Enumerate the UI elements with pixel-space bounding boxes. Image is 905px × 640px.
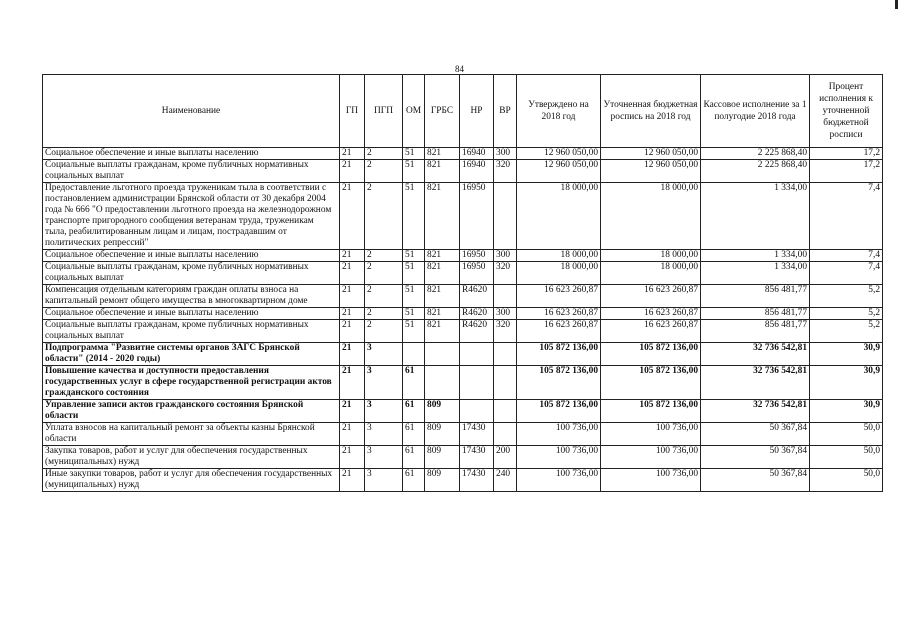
cell-name: Социальные выплаты гражданам, кроме публичных нормативных социальных выплат [43,320,340,343]
cell-approved: 18 000,00 [517,262,601,285]
cell-approved: 100 736,00 [517,469,601,492]
table-row [43,250,883,262]
cell-name: Компенсация отдельным категориям граждан оплаты взноса на капитальный ремонт общего имущества в многоквартирном доме [43,285,340,308]
cell-om: 61 [403,446,425,469]
cell-pgp: 2 [365,320,403,343]
cell-gp: 21 [340,446,365,469]
cell-gp: 21 [340,160,365,183]
cell-vr: 200 [494,446,517,469]
table-body [43,148,883,492]
cell-gp: 21 [340,366,365,400]
cell-om: 61 [403,469,425,492]
cell-vr [494,343,517,366]
cell-percent: 50,0 [810,423,883,446]
cell-cash: 2 225 868,40 [701,148,810,160]
cell-nr: R4620 [460,308,494,320]
column-header-om: ОМ [403,75,425,148]
cell-cash: 1 334,00 [701,183,810,250]
column-header-percent: Процент исполнения к уточненной бюджетной росписи [810,75,883,148]
cell-percent: 50,0 [810,446,883,469]
cell-vr [494,423,517,446]
cell-approved: 16 623 260,87 [517,320,601,343]
cell-gp: 21 [340,400,365,423]
cell-om: 51 [403,183,425,250]
cell-cash: 50 367,84 [701,423,810,446]
cell-approved: 16 623 260,87 [517,285,601,308]
table-row [43,400,883,423]
cell-refined: 18 000,00 [601,183,701,250]
cell-pgp: 3 [365,469,403,492]
cell-name: Социальное обеспечение и иные выплаты населению [43,308,340,320]
table-row [43,423,883,446]
cell-nr: 16950 [460,183,494,250]
page-number: 84 [455,64,464,74]
cell-name: Предоставление льготного проезда труженикам тыла в соответствии с постановлением администрации Брянской области от 30 декабря 2004 года № 666 "О предоставлении льготного проезда на железнодорожном транспорте пригородного сообщения ветеранам труда, труженикам тыла, реабилитированным лицам и лицам, пострадавшим от политических репрессий" [43,183,340,250]
cell-vr [494,183,517,250]
cell-om [403,343,425,366]
budget-execution-table [42,74,883,492]
cell-refined: 16 623 260,87 [601,308,701,320]
cell-refined: 12 960 050,00 [601,160,701,183]
cell-grbs: 821 [425,183,460,250]
table-row [43,343,883,366]
cell-nr: 16940 [460,160,494,183]
column-header-approved: Утверждено на 2018 год [517,75,601,148]
cell-refined: 18 000,00 [601,250,701,262]
column-header-refined: Уточненная бюджетная роспись на 2018 год [601,75,701,148]
table-row [43,469,883,492]
scan-edge-mark [895,0,898,9]
cell-nr: R4620 [460,285,494,308]
cell-vr [494,366,517,400]
cell-name: Уплата взносов на капитальный ремонт за объекты казны Брянской области [43,423,340,446]
cell-approved: 100 736,00 [517,446,601,469]
column-header-pgp: ПГП [365,75,403,148]
table-row [43,148,883,160]
column-header-gp: ГП [340,75,365,148]
cell-pgp: 2 [365,308,403,320]
cell-om: 51 [403,148,425,160]
cell-approved: 100 736,00 [517,423,601,446]
cell-grbs: 821 [425,320,460,343]
cell-gp: 21 [340,148,365,160]
cell-percent: 7,4 [810,262,883,285]
cell-cash: 856 481,77 [701,285,810,308]
cell-vr: 300 [494,308,517,320]
cell-vr: 300 [494,148,517,160]
cell-nr: R4620 [460,320,494,343]
cell-nr: 17430 [460,423,494,446]
cell-refined: 12 960 050,00 [601,148,701,160]
cell-approved: 12 960 050,00 [517,148,601,160]
cell-om: 61 [403,400,425,423]
cell-approved: 16 623 260,87 [517,308,601,320]
cell-approved: 12 960 050,00 [517,160,601,183]
cell-name: Социальные выплаты гражданам, кроме публичных нормативных социальных выплат [43,160,340,183]
cell-vr: 320 [494,320,517,343]
cell-gp: 21 [340,262,365,285]
cell-vr: 320 [494,160,517,183]
cell-refined: 100 736,00 [601,446,701,469]
cell-approved: 18 000,00 [517,183,601,250]
cell-refined: 100 736,00 [601,423,701,446]
cell-refined: 100 736,00 [601,469,701,492]
cell-refined: 16 623 260,87 [601,285,701,308]
cell-cash: 1 334,00 [701,250,810,262]
cell-nr: 17430 [460,446,494,469]
cell-pgp: 2 [365,160,403,183]
cell-percent: 17,2 [810,160,883,183]
cell-cash: 50 367,84 [701,469,810,492]
cell-name: Закупка товаров, работ и услуг для обеспечения государственных (муниципальных) нужд [43,446,340,469]
table-row [43,262,883,285]
table-row [43,160,883,183]
cell-percent: 5,2 [810,308,883,320]
cell-approved: 105 872 136,00 [517,400,601,423]
table-row [43,446,883,469]
cell-pgp: 3 [365,343,403,366]
cell-cash: 32 736 542,81 [701,343,810,366]
cell-gp: 21 [340,308,365,320]
cell-vr: 320 [494,262,517,285]
cell-grbs: 821 [425,262,460,285]
cell-name: Социальное обеспечение и иные выплаты населению [43,148,340,160]
cell-om: 51 [403,250,425,262]
cell-cash: 856 481,77 [701,320,810,343]
cell-name: Повышение качества и доступности предоставления государственных услуг в сфере государственной регистрации актов гражданского состояния [43,366,340,400]
cell-percent: 17,2 [810,148,883,160]
cell-pgp: 3 [365,446,403,469]
cell-percent: 30,9 [810,343,883,366]
cell-nr: 16950 [460,262,494,285]
cell-pgp: 3 [365,423,403,446]
table-header-row [43,75,883,148]
cell-nr [460,400,494,423]
cell-gp: 21 [340,285,365,308]
column-header-grbs: ГРБС [425,75,460,148]
cell-refined: 105 872 136,00 [601,400,701,423]
cell-gp: 21 [340,469,365,492]
cell-grbs: 821 [425,250,460,262]
cell-refined: 105 872 136,00 [601,343,701,366]
cell-om: 51 [403,262,425,285]
cell-om: 61 [403,366,425,400]
cell-pgp: 2 [365,148,403,160]
cell-percent: 5,2 [810,320,883,343]
cell-pgp: 3 [365,366,403,400]
cell-om: 51 [403,308,425,320]
table-row [43,320,883,343]
cell-approved: 105 872 136,00 [517,343,601,366]
cell-nr: 16940 [460,148,494,160]
cell-grbs: 821 [425,148,460,160]
column-header-cash: Кассовое исполнение за 1 полугодие 2018 года [701,75,810,148]
cell-cash: 856 481,77 [701,308,810,320]
cell-pgp: 2 [365,262,403,285]
table-row [43,285,883,308]
column-header-nr: НР [460,75,494,148]
cell-vr [494,285,517,308]
cell-om: 51 [403,285,425,308]
cell-name: Управление записи актов гражданского состояния Брянской области [43,400,340,423]
table-row [43,183,883,250]
cell-grbs: 821 [425,308,460,320]
cell-name: Социальное обеспечение и иные выплаты населению [43,250,340,262]
cell-gp: 21 [340,423,365,446]
cell-cash: 1 334,00 [701,262,810,285]
cell-percent: 30,9 [810,366,883,400]
cell-grbs: 821 [425,285,460,308]
cell-om: 51 [403,160,425,183]
cell-percent: 5,2 [810,285,883,308]
cell-name: Социальные выплаты гражданам, кроме публичных нормативных социальных выплат [43,262,340,285]
cell-vr: 240 [494,469,517,492]
cell-nr [460,343,494,366]
column-header-name: Наименование [43,75,340,148]
cell-pgp: 2 [365,250,403,262]
cell-percent: 50,0 [810,469,883,492]
cell-percent: 7,4 [810,183,883,250]
cell-grbs: 809 [425,469,460,492]
cell-grbs: 809 [425,446,460,469]
cell-nr: 16950 [460,250,494,262]
cell-gp: 21 [340,320,365,343]
cell-refined: 16 623 260,87 [601,320,701,343]
cell-pgp: 2 [365,285,403,308]
cell-grbs [425,343,460,366]
cell-name: Подпрограмма "Развитие системы органов ЗАГС Брянской области" (2014 - 2020 годы) [43,343,340,366]
cell-pgp: 3 [365,400,403,423]
table-row [43,308,883,320]
cell-percent: 7,4 [810,250,883,262]
cell-grbs [425,366,460,400]
cell-nr [460,366,494,400]
cell-nr: 17430 [460,469,494,492]
cell-gp: 21 [340,343,365,366]
column-header-vr: ВР [494,75,517,148]
cell-vr: 300 [494,250,517,262]
cell-approved: 18 000,00 [517,250,601,262]
cell-grbs: 821 [425,160,460,183]
cell-grbs: 809 [425,423,460,446]
cell-refined: 18 000,00 [601,262,701,285]
cell-om: 61 [403,423,425,446]
cell-vr [494,400,517,423]
cell-pgp: 2 [365,183,403,250]
table-row [43,366,883,400]
cell-grbs: 809 [425,400,460,423]
cell-gp: 21 [340,250,365,262]
cell-refined: 105 872 136,00 [601,366,701,400]
cell-cash: 2 225 868,40 [701,160,810,183]
cell-om: 51 [403,320,425,343]
cell-gp: 21 [340,183,365,250]
cell-percent: 30,9 [810,400,883,423]
cell-cash: 32 736 542,81 [701,400,810,423]
cell-cash: 32 736 542,81 [701,366,810,400]
cell-cash: 50 367,84 [701,446,810,469]
cell-name: Иные закупки товаров, работ и услуг для обеспечения государственных (муниципальных) нужд [43,469,340,492]
cell-approved: 105 872 136,00 [517,366,601,400]
